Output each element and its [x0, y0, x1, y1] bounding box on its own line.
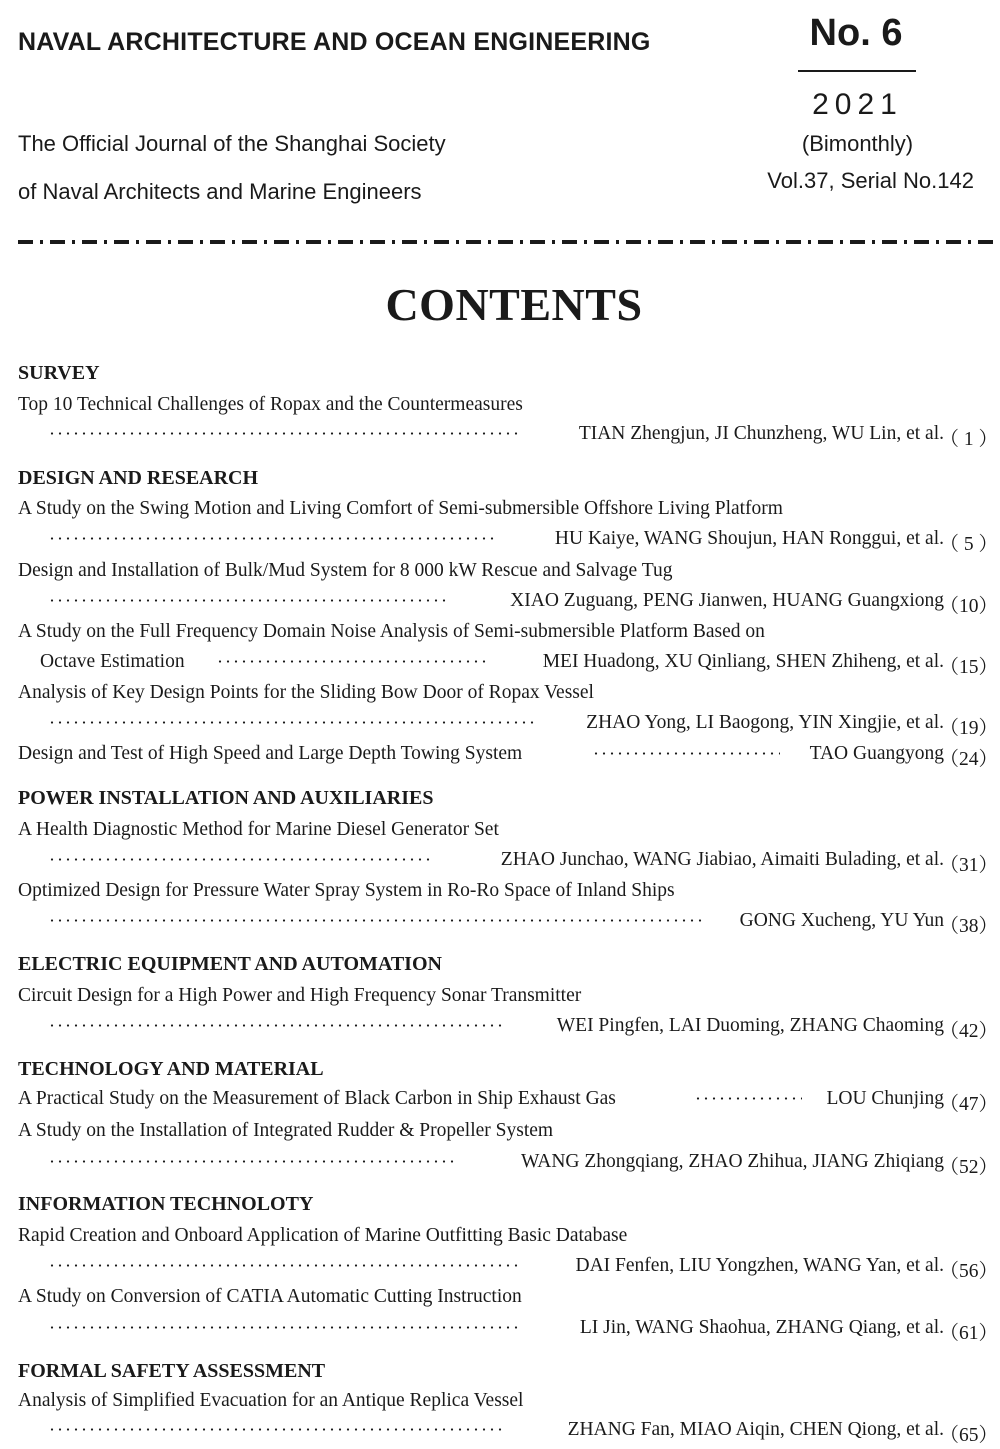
article-title-continuation[interactable]: Octave Estimation — [40, 651, 185, 672]
article-title[interactable]: A Study on the Installation of Integrated Rudder & Propeller System — [18, 1120, 554, 1141]
dot-leader — [48, 858, 432, 861]
section-heading-electric-equipment: ELECTRIC EQUIPMENT AND AUTOMATION — [18, 953, 442, 975]
article-title[interactable]: A Practical Study on the Measurement of Black Carbon in Ship Exhaust Gas — [18, 1088, 616, 1109]
dot-leader — [48, 1264, 522, 1267]
article-authors: XIAO Zuguang, PENG Jianwen, HUANG Guangxiong — [510, 590, 944, 611]
issue-number: No. 6 — [809, 12, 903, 54]
article-title[interactable]: Circuit Design for a High Power and High Frequency Sonar Transmitter — [18, 985, 582, 1006]
article-page-number: （31） — [939, 855, 998, 876]
dot-leader — [48, 1160, 458, 1163]
section-heading-information-technology: INFORMATION TECHNOLOTY — [18, 1193, 314, 1215]
article-title[interactable]: A Study on the Full Frequency Domain Noise Analysis of Semi-submersible Platform Based on — [18, 621, 765, 642]
society-line-1: The Official Journal of the Shanghai Society — [18, 131, 446, 156]
article-title[interactable]: Optimized Design for Pressure Water Spray System in Ro-Ro Space of Inland Ships — [18, 880, 675, 901]
article-page-number: （ 1 ） — [939, 429, 998, 450]
article-authors: TAO Guangyong — [809, 743, 944, 764]
dot-leader — [48, 721, 534, 724]
article-authors: ZHAO Junchao, WANG Jiabiao, Aimaiti Bulading, et al. — [500, 849, 944, 870]
issue-divider — [798, 70, 916, 72]
dot-leader — [48, 537, 494, 540]
article-page-number: （19） — [939, 718, 998, 739]
article-page-number: （24） — [939, 749, 998, 770]
article-authors: GONG Xucheng, YU Yun — [739, 910, 944, 931]
article-authors: WANG Zhongqiang, ZHAO Zhihua, JIANG Zhiqiang — [521, 1151, 944, 1172]
article-page-number: （47） — [939, 1094, 998, 1115]
dot-leader — [48, 432, 522, 435]
article-page-number: （ 5 ） — [939, 534, 998, 555]
article-page-number: （15） — [939, 657, 998, 678]
article-title[interactable]: Rapid Creation and Onboard Application of Marine Outfitting Basic Database — [18, 1225, 628, 1246]
header-separator — [18, 240, 996, 244]
article-title[interactable]: A Study on Conversion of CATIA Automatic Cutting Instruction — [18, 1286, 522, 1307]
article-page-number: （10） — [939, 596, 998, 617]
section-heading-technology-and-material: TECHNOLOGY AND MATERIAL — [18, 1058, 324, 1080]
contents-title: CONTENTS — [385, 279, 643, 330]
article-page-number: （42） — [939, 1021, 998, 1042]
dot-leader — [48, 1326, 520, 1329]
article-page-number: （38） — [939, 916, 998, 937]
article-authors: WEI Pingfen, LAI Duoming, ZHANG Chaoming — [556, 1015, 944, 1036]
section-heading-design-and-research: DESIGN AND RESEARCH — [18, 467, 259, 489]
article-title[interactable]: Top 10 Technical Challenges of Ropax and the Countermeasures — [18, 394, 523, 415]
article-title[interactable]: A Study on the Swing Motion and Living Comfort of Semi-submersible Offshore Living Platform — [18, 498, 783, 519]
dot-leader — [592, 752, 780, 755]
article-page-number: （56） — [939, 1261, 998, 1282]
issue-year: 2021 — [812, 88, 903, 121]
article-page-number: （65） — [939, 1425, 998, 1446]
article-authors: TIAN Zhengjun, JI Chunzheng, WU Lin, et al. — [578, 423, 944, 444]
article-authors: HU Kaiye, WANG Shoujun, HAN Ronggui, et al. — [554, 528, 944, 549]
article-title[interactable]: Design and Installation of Bulk/Mud System for 8 000 kW Rescue and Salvage Tug — [18, 560, 673, 581]
article-page-number: （52） — [939, 1157, 998, 1178]
society-description — [18, 120, 446, 216]
section-heading-survey: SURVEY — [18, 362, 100, 384]
article-authors: DAI Fenfen, LIU Yongzhen, WANG Yan, et al. — [575, 1255, 944, 1276]
dot-leader — [694, 1097, 802, 1100]
article-title[interactable]: Analysis of Key Design Points for the Sliding Bow Door of Ropax Vessel — [18, 682, 594, 703]
article-page-number: （61） — [939, 1323, 998, 1344]
article-authors: LOU Chunjing — [826, 1088, 944, 1109]
article-title[interactable]: A Health Diagnostic Method for Marine Diesel Generator Set — [18, 819, 499, 840]
article-authors: LI Jin, WANG Shaohua, ZHANG Qiang, et al. — [579, 1317, 944, 1338]
section-heading-formal-safety-assessment: FORMAL SAFETY ASSESSMENT — [18, 1360, 326, 1382]
dot-leader — [216, 660, 488, 663]
section-heading-power-installation: POWER INSTALLATION AND AUXILIARIES — [18, 787, 434, 809]
dot-leader — [48, 919, 702, 922]
dot-leader — [48, 1428, 506, 1431]
society-line-2: of Naval Architects and Marine Engineers — [18, 179, 422, 204]
publication-frequency: (Bimonthly) — [801, 131, 914, 156]
article-title[interactable]: Design and Test of High Speed and Large Depth Towing System — [18, 743, 523, 764]
volume-serial: Vol.37, Serial No.142 — [767, 168, 974, 193]
article-authors: ZHAO Yong, LI Baogong, YIN Xingjie, et al. — [586, 712, 944, 733]
journal-title: NAVAL ARCHITECTURE AND OCEAN ENGINEERING — [18, 28, 651, 56]
article-title[interactable]: Analysis of Simplified Evacuation for an Antique Replica Vessel — [18, 1390, 524, 1411]
article-authors: MEI Huadong, XU Qinliang, SHEN Zhiheng, et al. — [542, 651, 944, 672]
dot-leader — [48, 1024, 502, 1027]
dot-leader — [48, 599, 450, 602]
article-authors: ZHANG Fan, MIAO Aiqin, CHEN Qiong, et al. — [567, 1419, 944, 1440]
